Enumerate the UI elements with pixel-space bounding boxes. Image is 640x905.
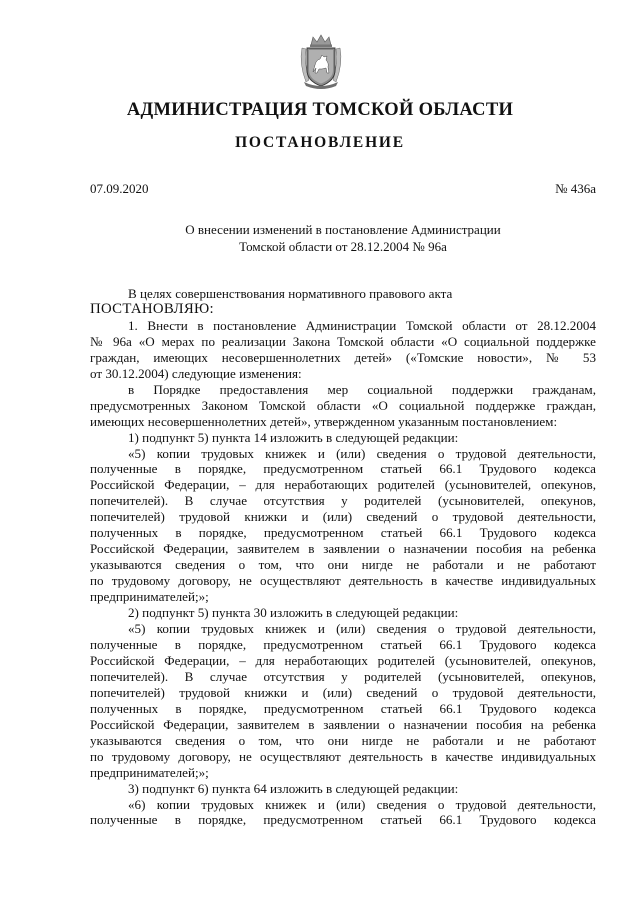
- subject-line: О внесении изменений в постановление Администрации: [185, 222, 501, 237]
- document-body: [90, 286, 596, 828]
- body-line: № 96а «О мерах по реализации Закона Томской области «О социальной поддержке: [90, 333, 596, 349]
- body-line: полученных в порядке, предусмотренном статьей 66.1 Трудового кодекса: [90, 700, 596, 716]
- body-line: 1. Внести в постановление Администрации Томской области от 28.12.2004: [128, 317, 596, 333]
- body-line: попечителей). В случае отсутствия у родителей (усыновителей, опекунов,: [90, 493, 596, 509]
- body-line: 1) подпункт 5) пункта 14 изложить в следующей редакции:: [128, 429, 459, 445]
- body-line: Российской Федерации, – для неработающих родителей (усыновителей, опекунов,: [90, 477, 596, 493]
- body-line: предпринимателей;»;: [90, 764, 209, 780]
- body-line: имеющих несовершеннолетних детей», утвержденном указанным постановлением:: [90, 413, 558, 429]
- body-line: полученных в порядке, предусмотренном статьей 66.1 Трудового кодекса: [90, 525, 596, 541]
- body-line: «5) копии трудовых книжек и (или) сведения о трудовой деятельности,: [128, 445, 596, 461]
- document-subject: [90, 221, 596, 255]
- body-line: от 30.12.2004) следующие изменения:: [90, 365, 302, 381]
- body-line: полученные в порядке, предусмотренном статьей 66.1 Трудового кодекса: [90, 812, 596, 828]
- document-type-title: ПОСТАНОВЛЕНИЕ: [235, 134, 405, 151]
- body-line: полученные в порядке, предусмотренном статьей 66.1 Трудового кодекса: [90, 461, 596, 477]
- body-line: 3) подпункт 6) пункта 64 изложить в следующей редакции:: [128, 780, 459, 796]
- body-line: попечителей) трудовой книжки и (или) сведений о трудовой деятельности,: [90, 509, 596, 525]
- body-line: по трудовому договору, не осуществляют деятельность в качестве индивидуальных: [90, 748, 596, 764]
- body-line: В целях совершенствования нормативного правового акта: [128, 286, 453, 301]
- body-line: Российской Федерации, заявителем в заявлении о назначении пособия на ребенка: [90, 716, 596, 732]
- body-line: «6) копии трудовых книжек и (или) сведения о трудовой деятельности,: [128, 796, 596, 812]
- document-number: № 436а: [555, 181, 596, 196]
- resolution-keyword: ПОСТАНОВЛЯЮ:: [90, 300, 214, 317]
- body-line: предпринимателей;»;: [90, 589, 209, 605]
- body-line: попечителей). В случае отсутствия у родителей (усыновителей, опекунов,: [90, 668, 596, 684]
- body-line: Российской Федерации, – для неработающих родителей (усыновителей, опекунов,: [90, 652, 596, 668]
- body-line: «5) копии трудовых книжек и (или) сведения о трудовой деятельности,: [128, 621, 596, 637]
- body-line: в Порядке предоставления мер социальной поддержки гражданам,: [128, 381, 596, 397]
- body-line: граждан, имеющих несовершеннолетних детей» («Томские новости», № 53: [90, 349, 596, 365]
- body-line: 2) подпункт 5) пункта 30 изложить в следующей редакции:: [128, 605, 459, 621]
- document-date: 07.09.2020: [90, 181, 149, 196]
- body-line: указываются сведения о том, что они нигде не работали и не работают: [90, 557, 596, 573]
- body-line: предусмотренных Законом Томской области «О социальной поддержке граждан,: [90, 397, 596, 413]
- body-line: по трудовому договору, не осуществляют деятельность в качестве индивидуальных: [90, 573, 596, 589]
- tomsk-oblast-coat-of-arms-icon: [298, 34, 344, 90]
- body-line: попечителей) трудовой книжки и (или) сведений о трудовой деятельности,: [90, 684, 596, 700]
- body-line: Российской Федерации, заявителем в заявлении о назначении пособия на ребенка: [90, 541, 596, 557]
- body-line: указываются сведения о том, что они нигде не работали и не работают: [90, 732, 596, 748]
- body-line: полученные в порядке, предусмотренном статьей 66.1 Трудового кодекса: [90, 636, 596, 652]
- organization-title: АДМИНИСТРАЦИЯ ТОМСКОЙ ОБЛАСТИ: [126, 100, 514, 120]
- subject-line: Томской области от 28.12.2004 № 96а: [239, 239, 447, 254]
